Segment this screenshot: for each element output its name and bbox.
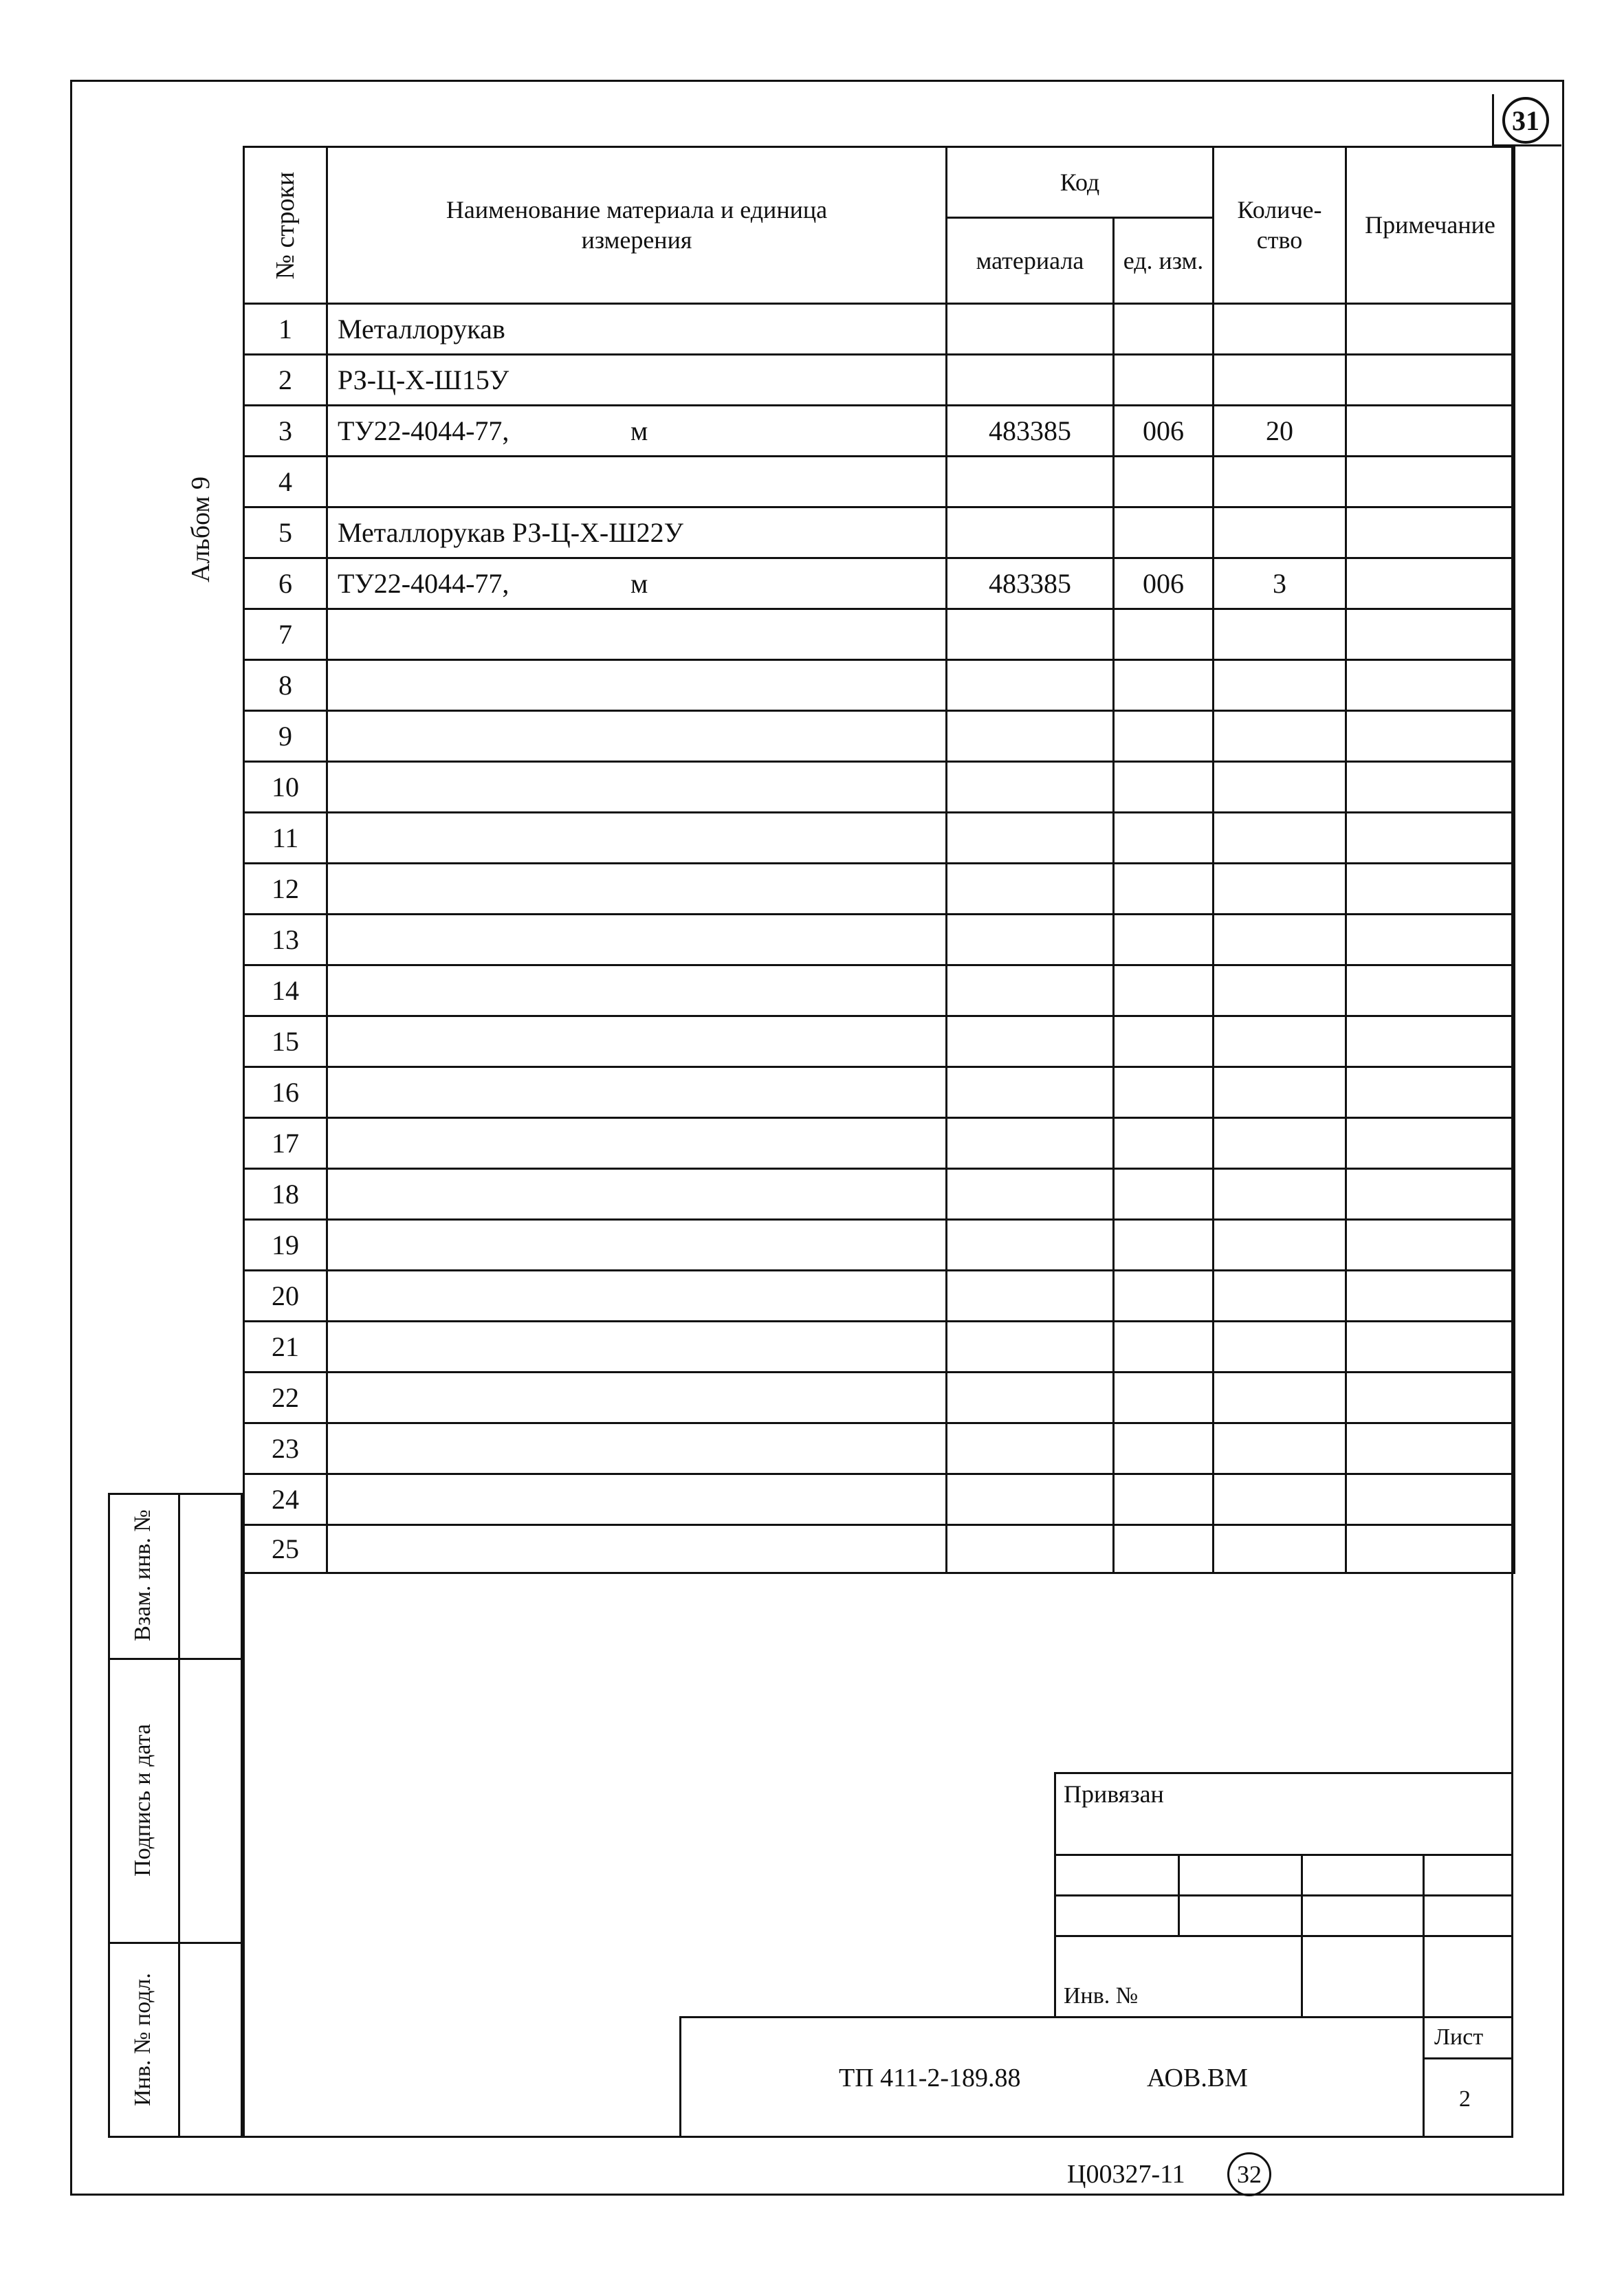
note bbox=[1346, 457, 1515, 507]
table-row bbox=[244, 813, 1515, 864]
note bbox=[1346, 915, 1515, 965]
material-code: 483385 bbox=[947, 406, 1114, 457]
row-number: 22 bbox=[244, 1373, 327, 1423]
table-row bbox=[244, 558, 1515, 609]
table-row bbox=[244, 965, 1515, 1016]
sheet-number: 2 bbox=[1459, 2086, 1471, 2112]
row-number: 19 bbox=[244, 1220, 327, 1271]
quantity bbox=[1214, 1220, 1346, 1271]
material-code bbox=[947, 1373, 1114, 1423]
material-name-cell bbox=[327, 558, 947, 609]
table-row bbox=[244, 711, 1515, 762]
material-code bbox=[947, 660, 1114, 711]
inner-frame-bottom bbox=[243, 2136, 1513, 2138]
quantity bbox=[1214, 762, 1346, 813]
material-name-cell bbox=[327, 1322, 947, 1373]
note bbox=[1346, 965, 1515, 1016]
quantity bbox=[1214, 1118, 1346, 1169]
row-number: 21 bbox=[244, 1322, 327, 1373]
material-code bbox=[947, 711, 1114, 762]
material-name: Металлорукав РЗ-Ц-Х-Ш22У bbox=[338, 517, 683, 548]
unit-code: 006 bbox=[1114, 558, 1214, 609]
unit-code bbox=[1114, 1373, 1214, 1423]
table-row bbox=[244, 1220, 1515, 1271]
replace-inv-label: Взам. инв. № bbox=[130, 1509, 155, 1641]
note bbox=[1346, 558, 1515, 609]
row-number: 23 bbox=[244, 1423, 327, 1474]
note bbox=[1346, 1322, 1515, 1373]
quantity bbox=[1214, 1474, 1346, 1525]
note bbox=[1346, 1474, 1515, 1525]
material-name-cell bbox=[327, 1373, 947, 1423]
row-number: 12 bbox=[244, 864, 327, 915]
unit-code bbox=[1114, 1169, 1214, 1220]
table-row bbox=[244, 406, 1515, 457]
material-code bbox=[947, 813, 1114, 864]
note bbox=[1346, 711, 1515, 762]
table-row bbox=[244, 304, 1515, 355]
note bbox=[1346, 1169, 1515, 1220]
table-row bbox=[244, 1423, 1515, 1474]
table-row bbox=[244, 1373, 1515, 1423]
material-name-cell bbox=[327, 1525, 947, 1573]
unit-code bbox=[1114, 1525, 1214, 1573]
quantity bbox=[1214, 864, 1346, 915]
quantity bbox=[1214, 1169, 1346, 1220]
table-row bbox=[244, 1169, 1515, 1220]
stamp-line bbox=[679, 2016, 681, 2138]
sheet-label: Лист bbox=[1434, 2024, 1484, 2050]
quantity bbox=[1214, 660, 1346, 711]
row-number: 15 bbox=[244, 1016, 327, 1067]
material-code bbox=[947, 1423, 1114, 1474]
stamp-line bbox=[1423, 2057, 1513, 2059]
material-code bbox=[947, 965, 1114, 1016]
unit-code bbox=[1114, 609, 1214, 660]
material-name-cell bbox=[327, 1118, 947, 1169]
row-number: 9 bbox=[244, 711, 327, 762]
material-code bbox=[947, 1220, 1114, 1271]
note bbox=[1346, 1118, 1515, 1169]
row-number: 18 bbox=[244, 1169, 327, 1220]
album-label: Альбом 9 bbox=[186, 477, 215, 582]
code-unit-header: ед. изм. bbox=[1114, 218, 1214, 304]
quantity bbox=[1214, 609, 1346, 660]
row-number: 20 bbox=[244, 1271, 327, 1322]
material-name-cell bbox=[327, 660, 947, 711]
unit-code bbox=[1114, 965, 1214, 1016]
row-number: 16 bbox=[244, 1067, 327, 1118]
row-number: 8 bbox=[244, 660, 327, 711]
table-row bbox=[244, 1067, 1515, 1118]
table-row bbox=[244, 864, 1515, 915]
unit-code bbox=[1114, 355, 1214, 406]
material-name-cell bbox=[327, 915, 947, 965]
unit-code bbox=[1114, 1118, 1214, 1169]
unit-code bbox=[1114, 1474, 1214, 1525]
unit-code bbox=[1114, 660, 1214, 711]
stamp-line bbox=[1423, 1854, 1425, 2138]
quantity bbox=[1214, 304, 1346, 355]
note bbox=[1346, 1220, 1515, 1271]
material-name-cell bbox=[327, 1474, 947, 1525]
material-code bbox=[947, 507, 1114, 558]
code-header: Код bbox=[947, 147, 1214, 218]
row-number: 7 bbox=[244, 609, 327, 660]
row-number-header-label: № строки bbox=[271, 171, 300, 279]
material-code bbox=[947, 457, 1114, 507]
table-row bbox=[244, 1474, 1515, 1525]
material-name-cell bbox=[327, 609, 947, 660]
code-material-header: материала bbox=[947, 218, 1114, 304]
material-code bbox=[947, 762, 1114, 813]
unit-code bbox=[1114, 1220, 1214, 1271]
stamp-line bbox=[1054, 1935, 1513, 1937]
material-name-cell bbox=[327, 711, 947, 762]
note bbox=[1346, 1067, 1515, 1118]
quantity bbox=[1214, 355, 1346, 406]
note bbox=[1346, 762, 1515, 813]
unit-code bbox=[1114, 1067, 1214, 1118]
table-row bbox=[244, 457, 1515, 507]
material-code bbox=[947, 1525, 1114, 1573]
linked-label: Привязан bbox=[1064, 1780, 1164, 1808]
material-name-cell bbox=[327, 762, 947, 813]
material-code bbox=[947, 915, 1114, 965]
unit-code bbox=[1114, 1322, 1214, 1373]
table-row bbox=[244, 1016, 1515, 1067]
row-number: 10 bbox=[244, 762, 327, 813]
note bbox=[1346, 1016, 1515, 1067]
unit-code bbox=[1114, 1016, 1214, 1067]
quantity bbox=[1214, 1423, 1346, 1474]
unit-code bbox=[1114, 813, 1214, 864]
table-row bbox=[244, 1118, 1515, 1169]
row-number: 3 bbox=[244, 406, 327, 457]
row-number: 25 bbox=[244, 1525, 327, 1573]
material-code bbox=[947, 609, 1114, 660]
table-row bbox=[244, 507, 1515, 558]
sidebar-row-line bbox=[108, 1942, 243, 1944]
row-number: 4 bbox=[244, 457, 327, 507]
row-number: 2 bbox=[244, 355, 327, 406]
material-code bbox=[947, 864, 1114, 915]
material-code bbox=[947, 1169, 1114, 1220]
note bbox=[1346, 864, 1515, 915]
table-row bbox=[244, 762, 1515, 813]
table-row bbox=[244, 915, 1515, 965]
material-name-cell bbox=[327, 813, 947, 864]
material-name-cell bbox=[327, 864, 947, 915]
row-number: 1 bbox=[244, 304, 327, 355]
quantity bbox=[1214, 711, 1346, 762]
quantity bbox=[1214, 1016, 1346, 1067]
quantity bbox=[1214, 1525, 1346, 1573]
footer-page-number: 32 bbox=[1227, 2152, 1271, 2196]
note bbox=[1346, 507, 1515, 558]
material-spec-table bbox=[243, 146, 1515, 1574]
material-name-cell bbox=[327, 355, 947, 406]
orig-inv-label: Инв. № подл. bbox=[130, 1973, 155, 2106]
table-row bbox=[244, 1271, 1515, 1322]
material-name-cell bbox=[327, 1016, 947, 1067]
stamp-line bbox=[1178, 1854, 1180, 1937]
note bbox=[1346, 609, 1515, 660]
note bbox=[1346, 1271, 1515, 1322]
quantity bbox=[1214, 965, 1346, 1016]
unit-code bbox=[1114, 762, 1214, 813]
material-name-cell bbox=[327, 1220, 947, 1271]
quantity bbox=[1214, 457, 1346, 507]
row-number: 11 bbox=[244, 813, 327, 864]
stamp-line bbox=[1054, 1854, 1513, 1856]
table-row bbox=[244, 609, 1515, 660]
stamp-line bbox=[1054, 1772, 1513, 1774]
material-unit: м bbox=[630, 568, 648, 599]
row-number: 14 bbox=[244, 965, 327, 1016]
unit-code: 006 bbox=[1114, 406, 1214, 457]
material-code: 483385 bbox=[947, 558, 1114, 609]
unit-code bbox=[1114, 457, 1214, 507]
inner-frame-left bbox=[243, 1568, 245, 2138]
material-name-cell bbox=[327, 965, 947, 1016]
document-mark: АОВ.ВМ bbox=[1147, 2064, 1248, 2092]
material-name-cell bbox=[327, 1067, 947, 1118]
material-name: ТУ22-4044-77, bbox=[338, 415, 509, 446]
quantity bbox=[1214, 1067, 1346, 1118]
unit-code bbox=[1114, 304, 1214, 355]
material-code bbox=[947, 1016, 1114, 1067]
sidebar-row-line bbox=[108, 1658, 243, 1660]
note bbox=[1346, 304, 1515, 355]
row-number: 13 bbox=[244, 915, 327, 965]
material-code bbox=[947, 1118, 1114, 1169]
row-number: 5 bbox=[244, 507, 327, 558]
unit-code bbox=[1114, 711, 1214, 762]
quantity-header: Количе- ство bbox=[1214, 147, 1346, 304]
material-name-cell bbox=[327, 1423, 947, 1474]
material-code bbox=[947, 1067, 1114, 1118]
note-header: Примечание bbox=[1346, 147, 1515, 304]
inner-frame-right bbox=[1511, 146, 1513, 2138]
note bbox=[1346, 355, 1515, 406]
quantity bbox=[1214, 1271, 1346, 1322]
material-name-cell bbox=[327, 507, 947, 558]
table-row bbox=[244, 1525, 1515, 1573]
material-name: ТУ22-4044-77, bbox=[338, 568, 509, 599]
note bbox=[1346, 406, 1515, 457]
unit-code bbox=[1114, 915, 1214, 965]
note bbox=[1346, 813, 1515, 864]
note bbox=[1346, 1525, 1515, 1573]
unit-code bbox=[1114, 507, 1214, 558]
note bbox=[1346, 1373, 1515, 1423]
table-row bbox=[244, 1322, 1515, 1373]
row-number: 17 bbox=[244, 1118, 327, 1169]
material-code bbox=[947, 1322, 1114, 1373]
stamp-line bbox=[1054, 1894, 1513, 1896]
quantity bbox=[1214, 813, 1346, 864]
footer-code: Ц00327-11 bbox=[1067, 2160, 1185, 2189]
note bbox=[1346, 1423, 1515, 1474]
material-name: Металлорукав bbox=[338, 314, 505, 345]
stamp-line bbox=[679, 2016, 1513, 2018]
material-name-cell bbox=[327, 457, 947, 507]
row-number-header bbox=[244, 147, 327, 304]
unit-code bbox=[1114, 864, 1214, 915]
quantity bbox=[1214, 915, 1346, 965]
quantity: 20 bbox=[1214, 406, 1346, 457]
material-name-cell bbox=[327, 1169, 947, 1220]
table-row bbox=[244, 355, 1515, 406]
material-unit: м bbox=[630, 415, 648, 446]
material-name-cell bbox=[327, 304, 947, 355]
table-row bbox=[244, 660, 1515, 711]
sign-date-label: Подпись и дата bbox=[130, 1724, 155, 1877]
quantity bbox=[1214, 1373, 1346, 1423]
material-code bbox=[947, 1474, 1114, 1525]
unit-code bbox=[1114, 1423, 1214, 1474]
document-code: ТП 411-2-189.88 bbox=[839, 2064, 1021, 2092]
sidebar-divider bbox=[178, 1493, 180, 2138]
row-number: 24 bbox=[244, 1474, 327, 1525]
quantity: 3 bbox=[1214, 558, 1346, 609]
quantity bbox=[1214, 1322, 1346, 1373]
quantity bbox=[1214, 507, 1346, 558]
material-code bbox=[947, 304, 1114, 355]
unit-code bbox=[1114, 1271, 1214, 1322]
material-name-cell bbox=[327, 1271, 947, 1322]
material-code bbox=[947, 1271, 1114, 1322]
stamp-line bbox=[1301, 1854, 1303, 2018]
page-badge: 31 bbox=[1502, 97, 1549, 144]
material-code bbox=[947, 355, 1114, 406]
name-header: Наименование материала и единица измерения bbox=[327, 147, 947, 304]
inv-no-label: Инв. № bbox=[1064, 1983, 1139, 2009]
note bbox=[1346, 660, 1515, 711]
material-name-cell bbox=[327, 406, 947, 457]
material-name: РЗ-Ц-Х-Ш15У bbox=[338, 364, 509, 395]
approval-sidebar bbox=[108, 1493, 243, 2138]
row-number: 6 bbox=[244, 558, 327, 609]
